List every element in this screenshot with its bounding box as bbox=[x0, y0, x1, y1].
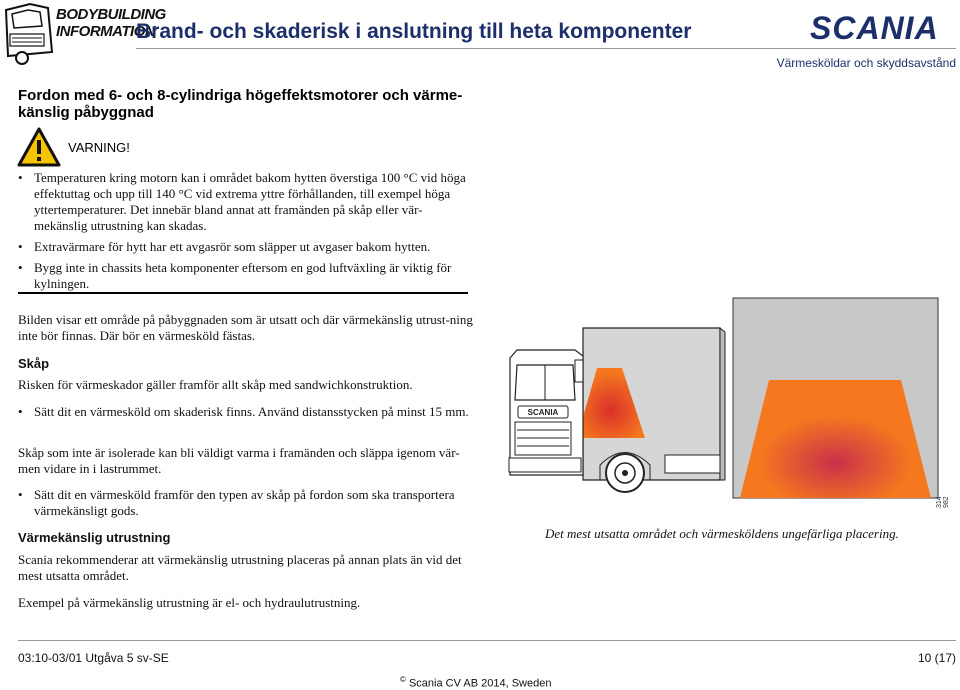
page-number: 10 (17) bbox=[917, 651, 956, 665]
equipment-paragraph: Scania rekommenderar att värmekänslig utrustning placeras på annan plats än vid det mest utsatta området. bbox=[18, 552, 462, 583]
scania-logo: SCANIA bbox=[810, 10, 939, 46]
document-reference: 03:10-03/01 Utgåva 5 sv-SE bbox=[18, 651, 169, 665]
warning-list bbox=[18, 170, 473, 297]
uninsulated-paragraph: Skåp som inte är isolerade kan bli väldigt varma i framänden och släppa igenom vär-men vidare in i lastrummet. bbox=[18, 445, 460, 476]
copyright-notice bbox=[400, 675, 551, 690]
figure-caption: Det mest utsatta området och värmesköldens ungefärliga placering. bbox=[545, 526, 899, 541]
header-divider bbox=[136, 48, 956, 49]
warning-icon bbox=[16, 126, 62, 168]
warning-bullet: • Bygg inte in chassits heta komponenter eftersom en god luftväxling är viktig för kylningen. bbox=[18, 260, 473, 292]
shield-bullet: • Sätt dit en värmesköld framför den typen av skåp på fordon som ska transportera värmekänsligt gods. bbox=[18, 487, 473, 519]
footer-divider bbox=[18, 640, 956, 641]
warning-bullet: • Temperaturen kring motorn kan i området bakom hytten överstiga 100 °C vid höga effektuttag och upp till 140 °C vid extrema yttre förhållanden, till exempel höga yttertemperaturer. Det innebär bland annat att framänden på skåp eller vär-mekänslig utrustning kan skadas. bbox=[18, 170, 473, 234]
shield-bullet-text: Sätt dit en värmesköld framför den typen av skåp på fordon som ska transportera värmekänsligt gods. bbox=[34, 487, 455, 518]
section-title: Fordon med 6- och 8-cylindriga högeffektsmotorer och värme-känslig påbyggnad bbox=[18, 87, 463, 121]
copyright-text: Scania CV AB 2014, Sweden bbox=[408, 677, 552, 690]
skap-bullet: • Sätt dit en värmesköld om skaderisk finns. Använd distansstycken på minst 15 mm. bbox=[18, 404, 473, 420]
heat-zone-figure bbox=[505, 290, 945, 515]
equipment-heading: Värmekänslig utrustning bbox=[18, 530, 171, 545]
equipment-example: Exempel på värmekänslig utrustning är el- och hydraulutrustning. bbox=[18, 595, 361, 610]
skap-heading: Skåp bbox=[18, 356, 50, 371]
header-subtitle: Värmesköldar och skyddsavstånd bbox=[776, 56, 956, 70]
skap-bullet-text: Sätt dit en värmesköld om skaderisk finns. Använd distansstycken på minst 15 mm. bbox=[34, 404, 469, 419]
figure-id: 314 982 bbox=[936, 496, 950, 508]
copyright-symbol: © bbox=[400, 675, 406, 684]
skap-paragraph: Risken för värmeskador gäller framför allt skåp med sandwichkonstruktion. bbox=[18, 377, 413, 392]
warning-bullet: • Extravärmare för hytt har ett avgasrör som släpper ut avgaser bakom hytten. bbox=[18, 239, 473, 255]
logo-line1: BODYBUILDING bbox=[56, 6, 166, 23]
bodybuilding-logo bbox=[0, 0, 166, 68]
grille-brand-text: SCANIA bbox=[527, 408, 559, 417]
intro-paragraph: Bilden visar ett område på påbyggnaden som är utsatt och där värmekänslig utrust-ning inte bör finnas. Där bör en värmesköld fästas. bbox=[18, 312, 473, 343]
warning-end-rule bbox=[18, 292, 468, 294]
page-header-title: Brand- och skaderisk i anslutning till heta komponenter bbox=[136, 20, 692, 43]
warning-label: VARNING! bbox=[68, 140, 130, 155]
logo-line2: INFORMATION bbox=[56, 23, 156, 40]
